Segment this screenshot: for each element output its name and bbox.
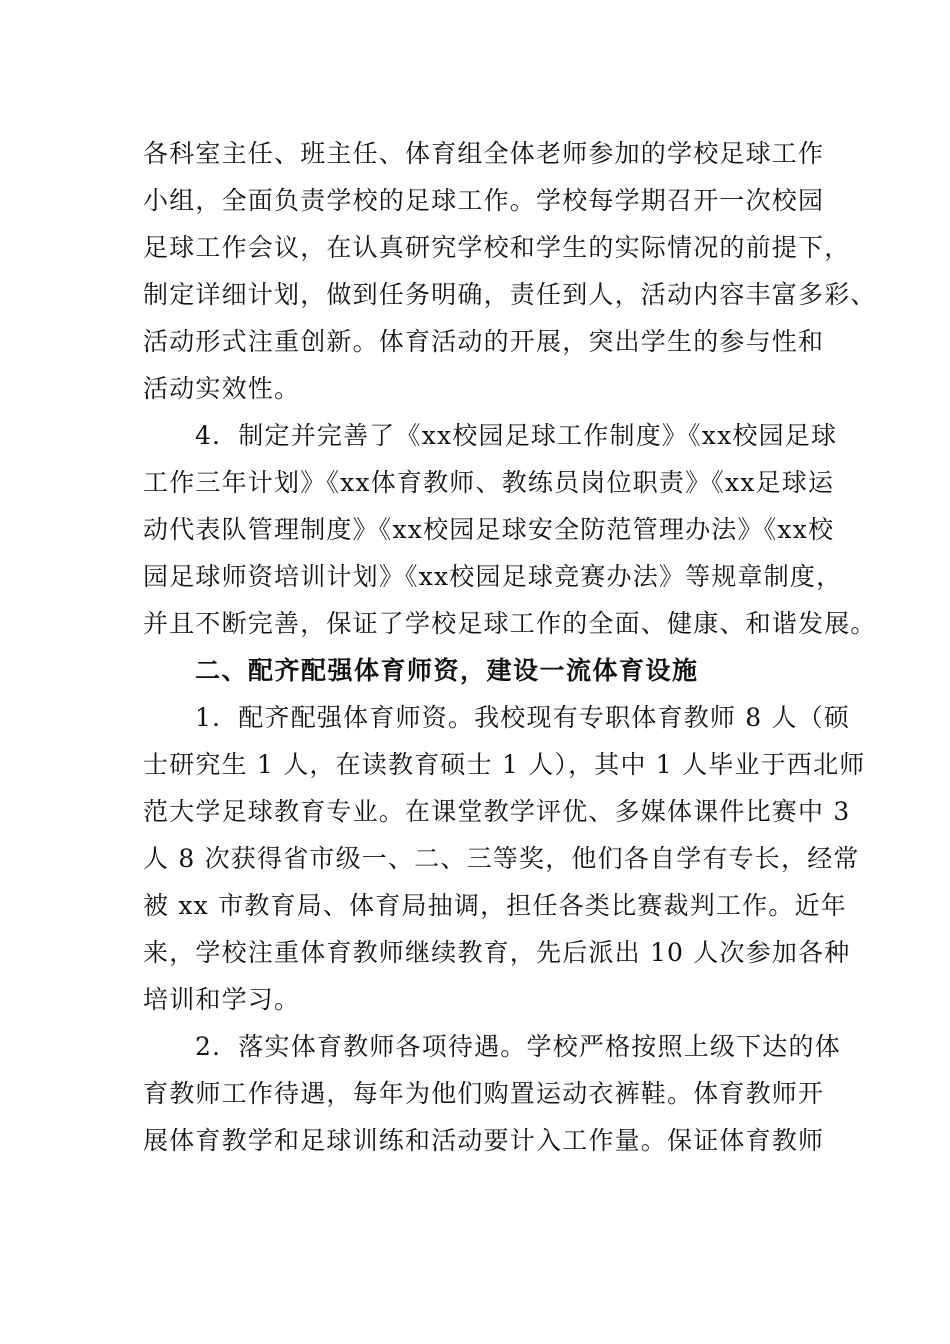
text-line: 人 8 次获得省市级一、二、三等奖，他们各自学有专长，经常 xyxy=(143,844,860,873)
text-line: 范大学足球教育专业。在课堂教学评优、多媒体课件比赛中 3 xyxy=(143,797,851,826)
paragraph-item-4 xyxy=(143,412,877,647)
text-line: 活动实效性。 xyxy=(143,374,301,403)
text-line: 各科室主任、班主任、体育组全体老师参加的学校足球工作 xyxy=(143,139,825,168)
text-line: 动代表队管理制度》《xx校园足球安全防范管理办法》《xx校 xyxy=(143,515,835,544)
text-line: 工作三年计划》《xx体育教师、教练员岗位职责》《xx足球运 xyxy=(143,468,835,497)
text-line: 士研究生 1 人，在读教育硕士 1 人），其中 1 人毕业于西北师 xyxy=(143,750,866,779)
text-line: 2．落实体育教师各项待遇。学校严格按照上级下达的体 xyxy=(195,1032,841,1061)
section-heading: 二、配齐配强体育师资，建设一流体育设施 xyxy=(195,656,699,685)
text-line: 育教师工作待遇，每年为他们购置运动衣裤鞋。体育教师开 xyxy=(143,1079,825,1108)
text-line: 1．配齐配强体育师资。我校现有专职体育教师 8 人（硕 xyxy=(195,703,851,732)
text-line: 活动形式注重创新。体育活动的开展，突出学生的参与性和 xyxy=(143,327,825,356)
text-line: 展体育教学和足球训练和活动要计入工作量。保证体育教师 xyxy=(143,1126,825,1155)
text-line: 园足球师资培训计划》《xx校园足球竞赛办法》等规章制度， xyxy=(143,562,843,591)
document-body xyxy=(143,130,877,1164)
paragraph-continued xyxy=(143,130,877,412)
paragraph-section-1 xyxy=(143,694,866,1023)
text-line: 足球工作会议，在认真研究学校和学生的实际情况的前提下， xyxy=(143,233,851,262)
text-line: 4．制定并完善了《xx校园足球工作制度》《xx校园足球 xyxy=(195,421,838,450)
text-line: 并且不断完善，保证了学校足球工作的全面、健康、和谐发展。 xyxy=(143,609,877,638)
text-line: 被 xx 市教育局、体育局抽调，担任各类比赛裁判工作。近年 xyxy=(143,891,847,920)
text-line: 小组，全面负责学校的足球工作。学校每学期召开一次校园 xyxy=(143,186,825,215)
text-line: 培训和学习。 xyxy=(143,985,301,1014)
paragraph-section-2 xyxy=(143,1023,841,1164)
text-line: 来，学校注重体育教师继续教育，先后派出 10 人次参加各种 xyxy=(143,938,851,967)
text-line: 制定详细计划，做到任务明确，责任到人，活动内容丰富多彩、 xyxy=(143,280,877,309)
